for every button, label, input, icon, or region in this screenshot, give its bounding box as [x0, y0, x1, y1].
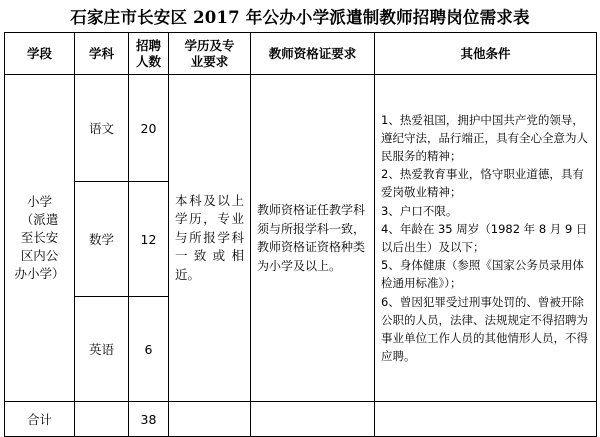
subject-cell: 数学	[75, 182, 129, 297]
total-empty-cell	[375, 402, 597, 437]
condition-item: 2、热爱教育事业，恪守职业道德，具有爱岗敬业精神；	[381, 167, 584, 200]
count-cell: 12	[129, 182, 169, 297]
recruitment-table	[4, 32, 597, 437]
stage-line: 区内公	[20, 248, 59, 263]
condition-item: 6、曾因犯罪受过刑事处罚的、曾被开除公职的人员，法律、法规规定不得招聘为事业单位工作人员的其他情形人员，不得应聘。	[381, 294, 588, 364]
total-empty-cell	[251, 402, 375, 437]
total-empty-cell	[75, 402, 129, 437]
condition-item: 4、年龄在 35 周岁（1982 年 8 月 9 日以后出生）及以下；	[381, 221, 588, 254]
header-stage: 学段	[5, 33, 75, 75]
subject-cell: 英语	[75, 297, 129, 402]
total-count: 38	[129, 402, 169, 437]
stage-line: 小学	[26, 194, 52, 209]
condition-item: 1、热爱祖国，拥护中国共产党的领导，遵纪守法，品行端正，具有全心全意为人民服务的精神；	[381, 112, 588, 163]
stage-line: 办小学）	[14, 266, 65, 281]
count-cell: 6	[129, 297, 169, 402]
total-empty-cell	[169, 402, 251, 437]
header-edu-line1: 学历及专	[184, 37, 235, 53]
header-count-line2: 人数	[135, 53, 161, 69]
condition-item: 3、户口不限。	[381, 203, 458, 218]
condition-item: 5、身体健康（参照《国家公务员录用体检通用标准》）；	[381, 258, 584, 291]
total-label: 合计	[5, 402, 75, 437]
header-edu-line2: 业要求	[190, 53, 229, 69]
count-cell: 20	[129, 75, 169, 182]
stage-line: （派遣	[20, 212, 59, 227]
header-certificate: 教师资格证要求	[251, 33, 375, 75]
stage-cell	[5, 75, 75, 402]
other-conditions-cell	[375, 75, 597, 402]
header-subject: 学科	[75, 33, 129, 75]
header-count-line1: 招聘	[135, 37, 161, 53]
education-cell: 本科及以上学历，专业与所报学科一致或相近。	[169, 75, 251, 402]
total-row	[5, 402, 597, 437]
page-title: 石家庄市长安区 2017 年公办小学派遣制教师招聘岗位需求表	[70, 8, 530, 27]
header-education	[169, 33, 251, 75]
certificate-cell: 教师资格证任教学科须与所报学科一致，教师资格证资格种类为小学及以上。	[251, 75, 375, 402]
header-count	[129, 33, 169, 75]
header-other: 其他条件	[375, 33, 597, 75]
subject-cell: 语文	[75, 75, 129, 182]
header-row	[5, 33, 597, 75]
stage-line: 至长安	[20, 230, 59, 245]
table-row	[5, 75, 597, 182]
